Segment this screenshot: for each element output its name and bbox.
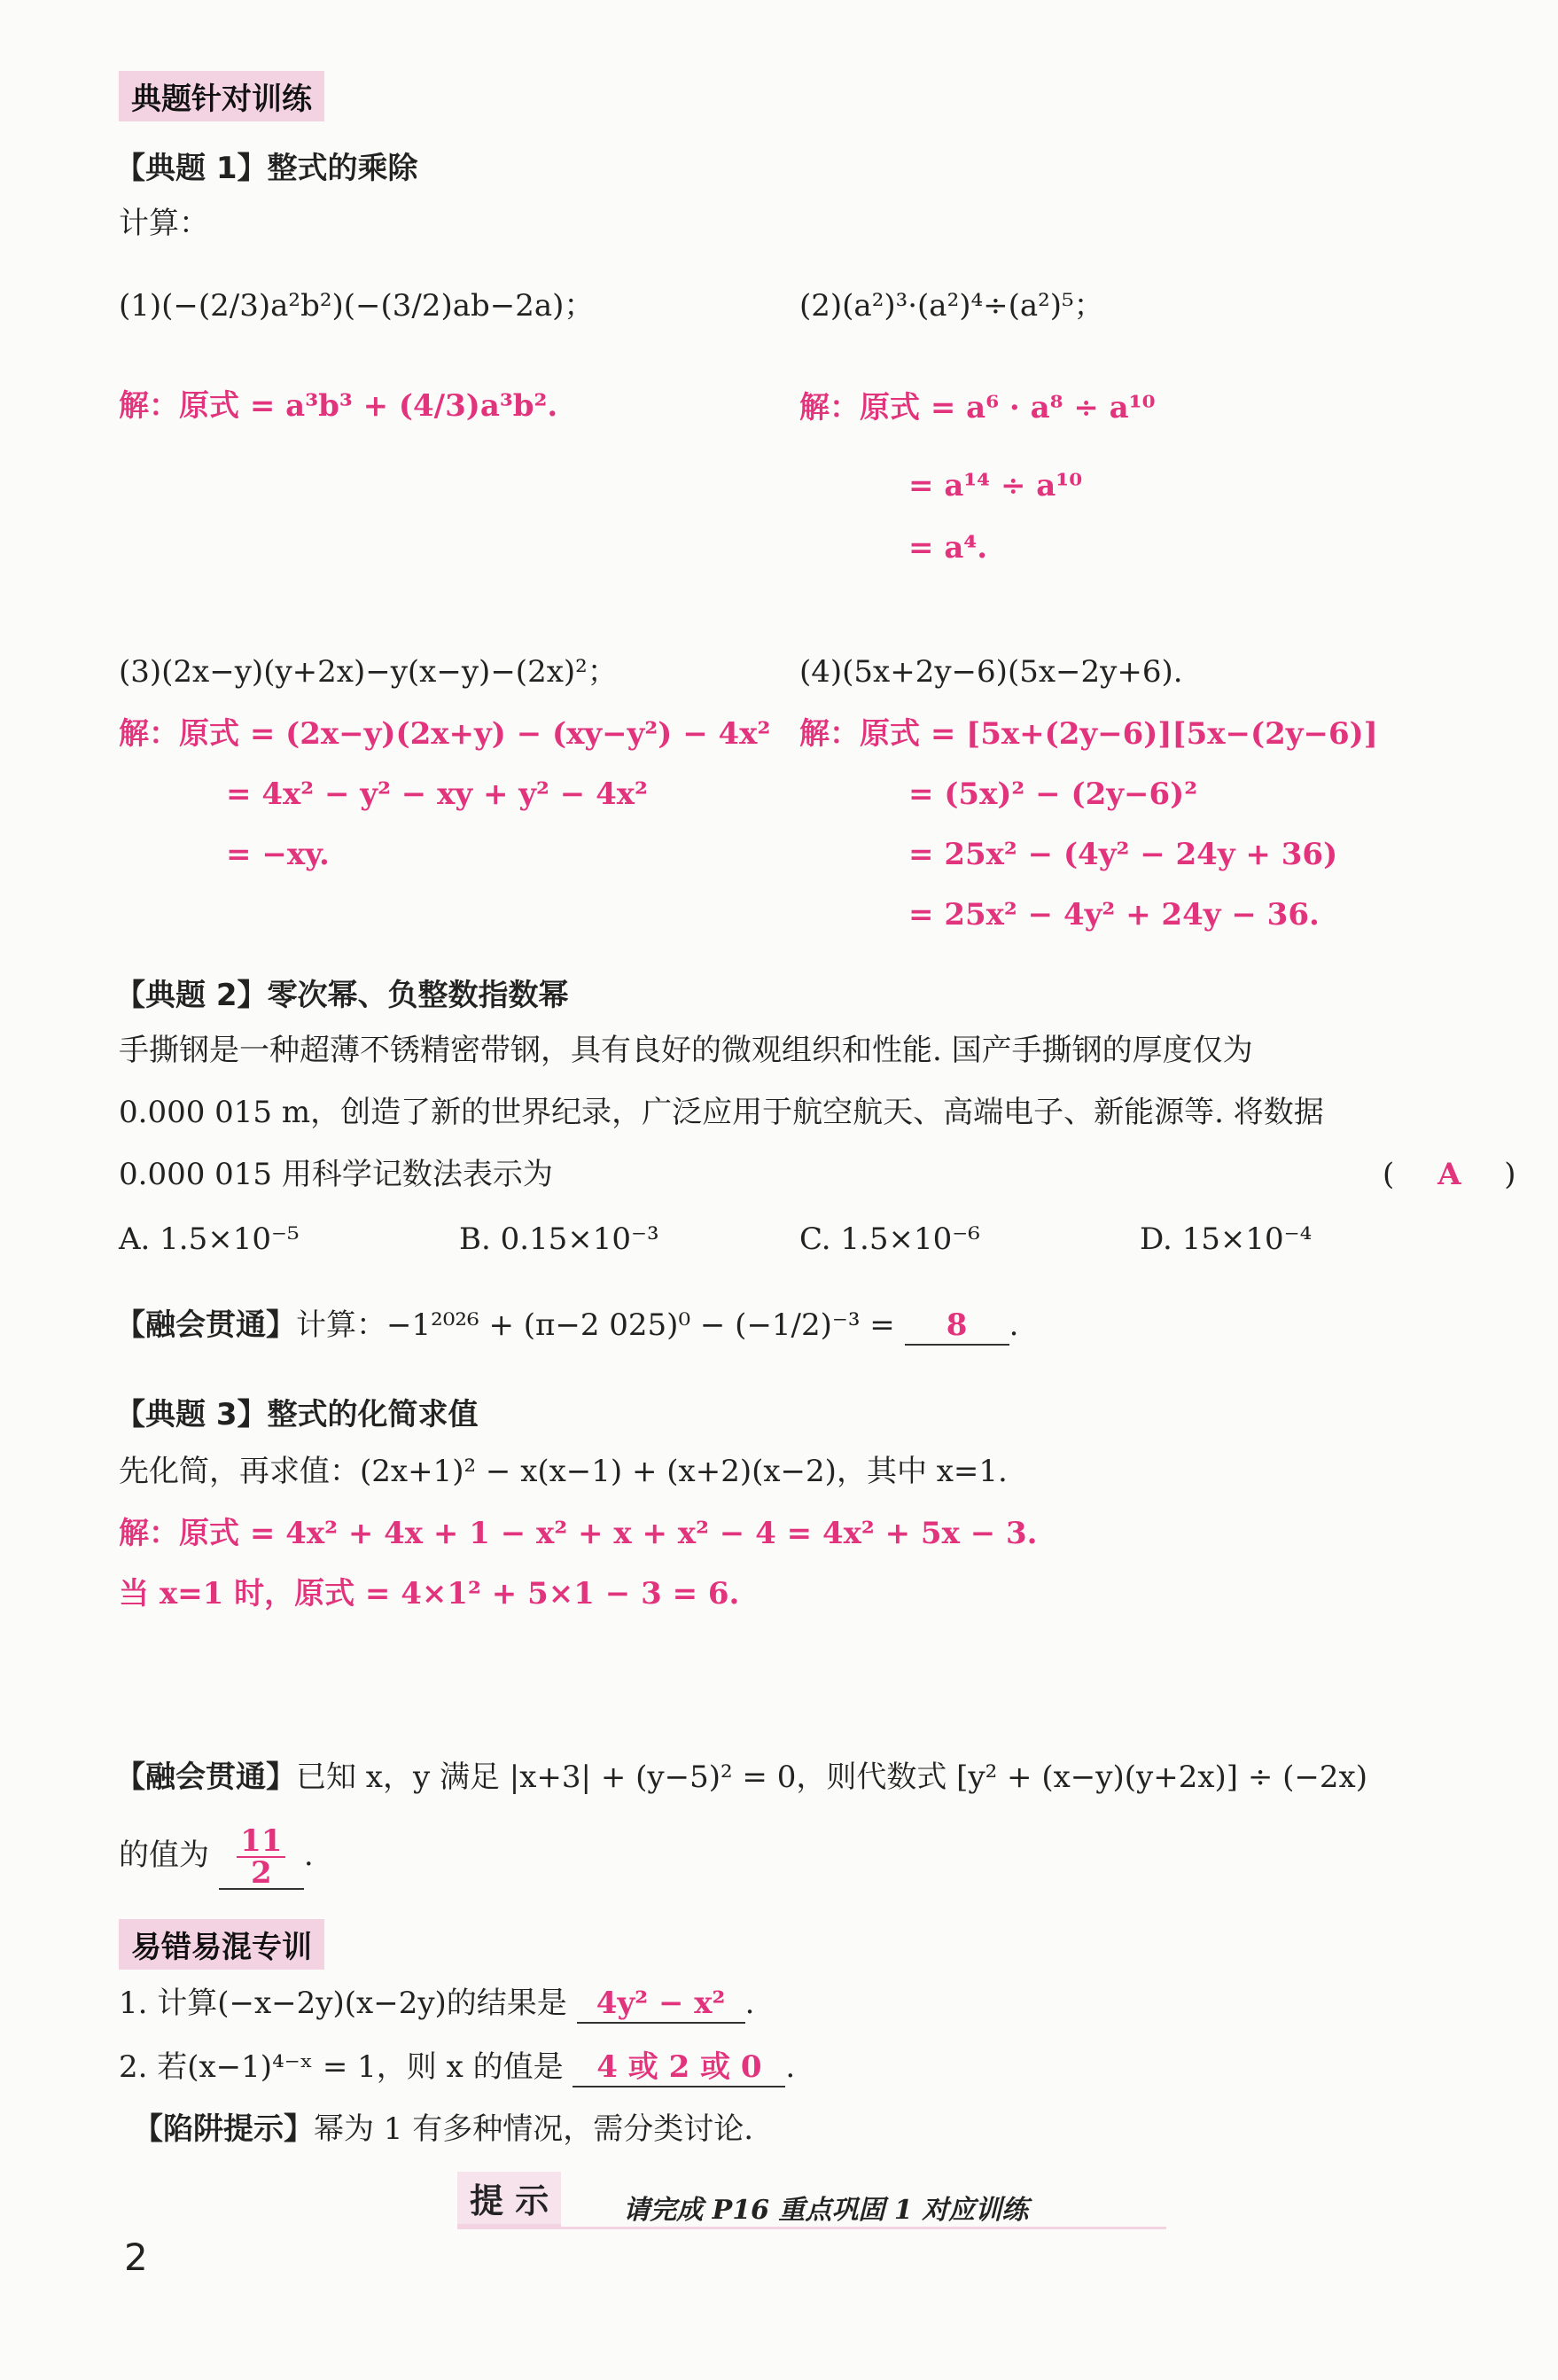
error-question-2-text: 2. 若(x−1)⁴⁻ˣ = 1，则 x 的值是 — [119, 2049, 564, 2085]
option-d: D. 15×10⁻⁴ — [1140, 1221, 1313, 1257]
fraction-denominator: 2 — [250, 1855, 272, 1891]
hint-label: 提 示 — [457, 2172, 561, 2227]
answer-3-line-1: 解：原式 = (2x−y)(2x+y) − (xy−y²) − 4x² — [119, 716, 771, 752]
trap-hint-label: 【陷阱提示】 — [133, 2111, 314, 2147]
example-2-line-3: 0.000 015 用科学记数法表示为 — [119, 1157, 553, 1192]
trap-hint — [133, 2111, 753, 2148]
practice-1: 【融会贯通】计算：−1²⁰²⁶ + (π−2 025)⁰ − (−1/2)⁻³ = 8 . — [115, 1307, 1018, 1346]
answer-2-line-2: = a¹⁴ ÷ a¹⁰ — [908, 468, 1083, 503]
example-1-prompt: 计算： — [119, 206, 209, 241]
practice-2-answer — [219, 1823, 304, 1891]
practice-2-question: 已知 x，y 满足 |x+3| + (y−5)² = 0，则代数式 [y² + (x−y)(y+2x)] ÷ (−2x) — [296, 1760, 1367, 1795]
option-a: A. 1.5×10⁻⁵ — [119, 1221, 300, 1257]
question-4: (4)(5x+2y−6)(5x−2y+6). — [799, 654, 1183, 690]
error-question-2: 2. 若(x−1)⁴⁻ˣ = 1，则 x 的值是 4 或 2 或 0 . — [119, 2049, 795, 2087]
example-3-question: 先化简，再求值：(2x+1)² − x(x−1) + (x+2)(x−2)，其中 x=1. — [119, 1454, 1008, 1489]
hint-text: 请完成 P16 重点巩固 1 对应训练 — [623, 2195, 1029, 2226]
answer-4-line-2: = (5x)² − (2y−6)² — [908, 776, 1198, 812]
example-3-title: 【典题 3】整式的化简求值 — [115, 1397, 479, 1432]
bracket-open: ( — [1383, 1157, 1395, 1192]
answer-3-line-3: = −xy. — [226, 837, 330, 872]
trap-hint-text: 幂为 1 有多种情况，需分类讨论. — [314, 2111, 754, 2147]
error-answer-2: 4 或 2 或 0 — [573, 2049, 785, 2087]
error-answer-1: 4y² − x² — [577, 1986, 745, 2024]
section-tag-practice: 典题针对训练 — [119, 71, 324, 121]
error-question-1: 1. 计算(−x−2y)(x−2y)的结果是 4y² − x² . — [119, 1986, 754, 2024]
fraction-numerator: 11 — [237, 1826, 285, 1858]
bracket-close: ) — [1504, 1157, 1516, 1192]
error-question-1-text: 1. 计算(−x−2y)(x−2y)的结果是 — [119, 1986, 567, 2021]
answer-2-line-1: 解：原式 = a⁶ · a⁸ ÷ a¹⁰ — [799, 390, 1156, 425]
practice-1-label: 【融会贯通】 — [115, 1307, 296, 1343]
example-3-answer-line-1: 解：原式 = 4x² + 4x + 1 − x² + x + x² − 4 = 4x² + 5x − 3. — [119, 1516, 1038, 1551]
practice-1-question: 计算：−1²⁰²⁶ + (π−2 025)⁰ − (−1/2)⁻³ = — [296, 1307, 895, 1343]
answer-4-line-1: 解：原式 = [5x+(2y−6)][5x−(2y−6)] — [799, 716, 1378, 752]
example-2-title: 【典题 2】零次幂、负整数指数幂 — [115, 978, 569, 1013]
section-tag-error-prone: 易错易混专训 — [119, 1919, 324, 1970]
practice-2-question-tail: 的值为 — [119, 1838, 209, 1873]
practice-2-label: 【融会贯通】 — [115, 1760, 296, 1795]
page-number: 2 — [124, 2236, 148, 2279]
example-3-answer-line-2: 当 x=1 时，原式 = 4×1² + 5×1 − 3 = 6. — [119, 1576, 740, 1611]
example-1-title: 【典题 1】整式的乘除 — [115, 151, 418, 186]
practice-2 — [115, 1760, 1367, 1796]
answer-fraction — [237, 1823, 285, 1891]
answer-3-line-2: = 4x² − y² − xy + y² − 4x² — [226, 776, 648, 812]
question-3: (3)(2x−y)(y+2x)−y(x−y)−(2x)²； — [119, 654, 618, 690]
example-2-line-1: 手撕钢是一种超薄不锈精密带钢，具有良好的微观组织和性能. 国产手撕钢的厚度仅为 — [119, 1033, 1253, 1068]
footer-hint — [457, 2172, 1166, 2229]
answer-4-line-3: = 25x² − (4y² − 24y + 36) — [908, 837, 1338, 872]
option-c: C. 1.5×10⁻⁶ — [799, 1221, 980, 1257]
answer-bracket — [1383, 1157, 1516, 1193]
answer-4-line-4: = 25x² − 4y² + 24y − 36. — [908, 897, 1320, 932]
question-2: (2)(a²)³·(a²)⁴÷(a²)⁵； — [799, 288, 1104, 324]
example-2-line-2: 0.000 015 m，创造了新的世界纪录，广泛应用于航空航天、高端电子、新能源等. 将数据 — [119, 1095, 1324, 1130]
option-b: B. 0.15×10⁻³ — [459, 1221, 659, 1257]
question-1: (1)(−(2/3)a²b²)(−(3/2)ab−2a)； — [119, 288, 595, 324]
answer-2-line-3: = a⁴. — [908, 530, 988, 566]
practice-1-answer: 8 — [905, 1307, 1009, 1346]
answer-1: 解：原式 = a³b³ + (4/3)a³b². — [119, 388, 558, 424]
choice-answer: A — [1437, 1157, 1461, 1192]
practice-2-line-2: 的值为 $\frac{11}{2}$ . — [119, 1823, 314, 1891]
